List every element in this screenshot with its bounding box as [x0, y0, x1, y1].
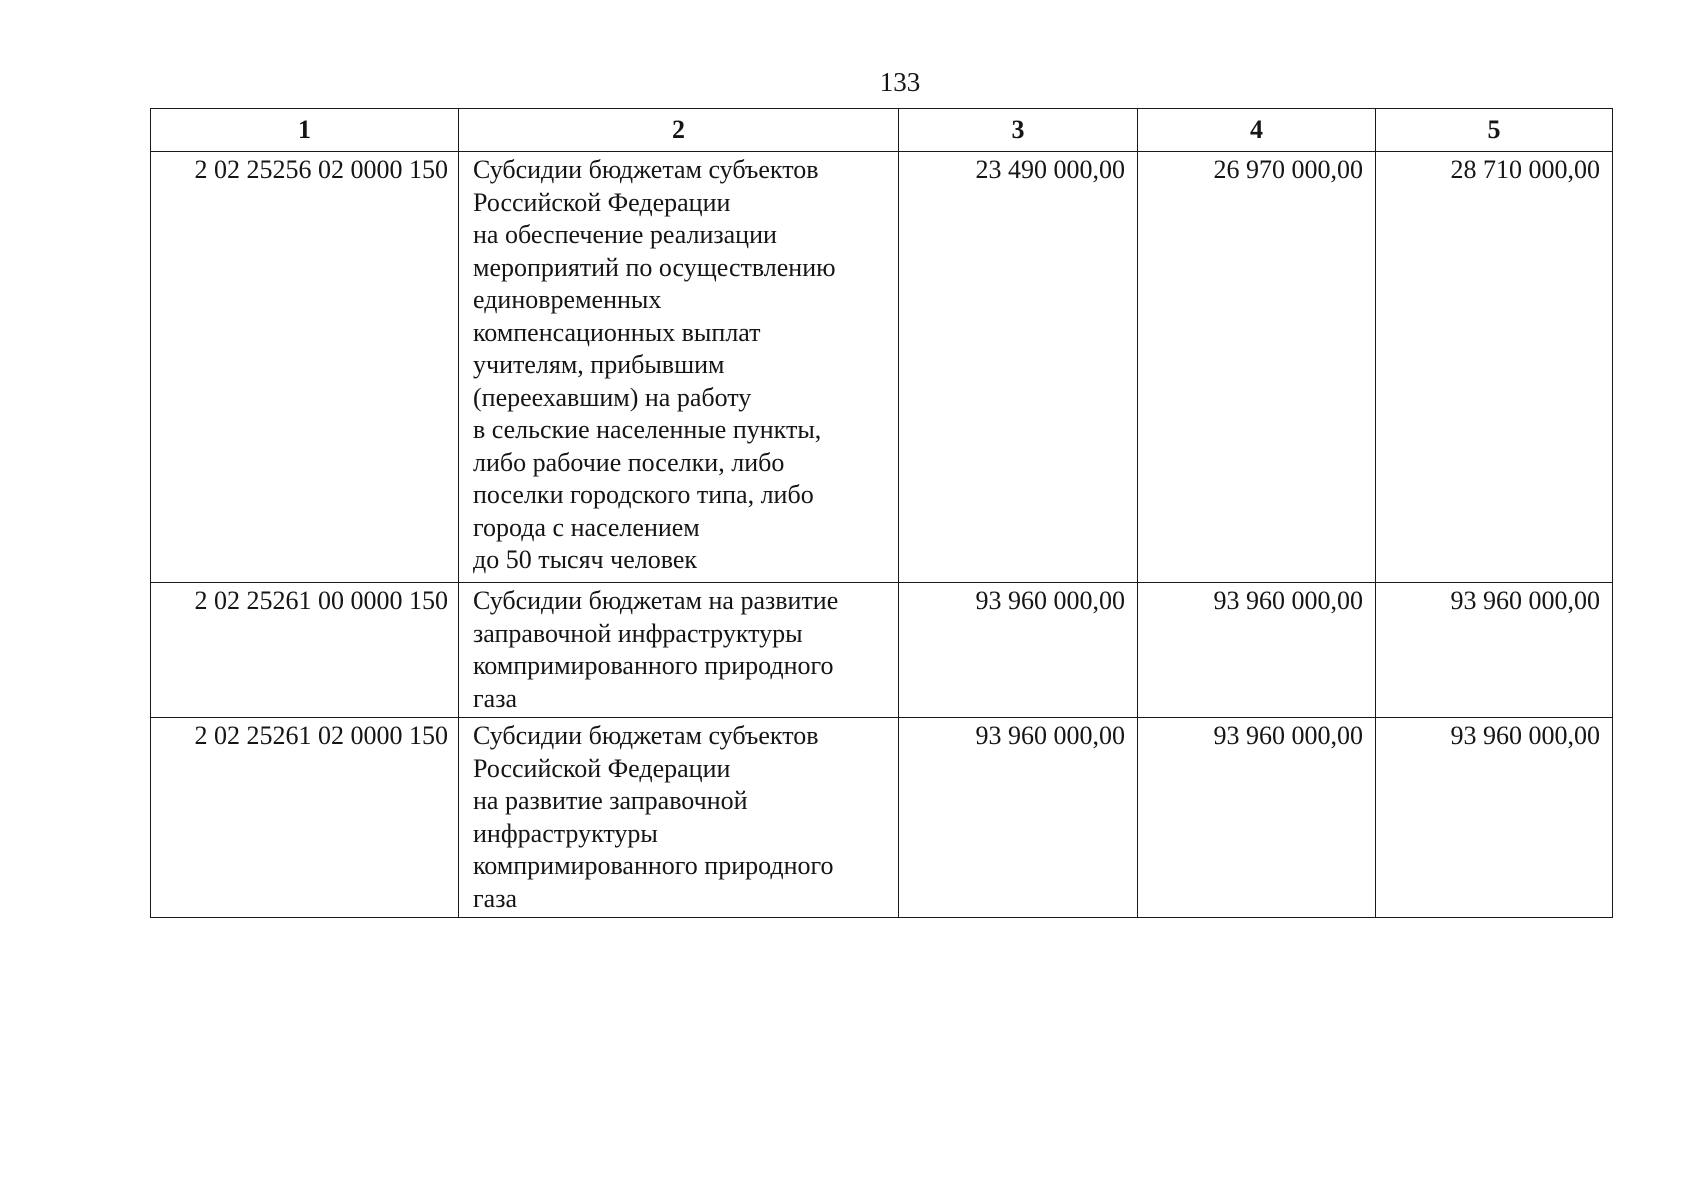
page-number: 133 [879, 67, 921, 97]
amount-col3-cell: 93 960 000,00 [899, 718, 1138, 918]
description-line: на обеспечение реализации [473, 220, 777, 249]
description-line: до 50 тысяч человек [473, 545, 698, 574]
description-line: компримированного природного [473, 851, 834, 880]
description-line: Российской Федерации [473, 187, 731, 217]
description-line: Субсидии бюджетам субъектов [473, 721, 819, 750]
description-line: города с населением [473, 512, 700, 542]
description-line: учителям, прибывшим [473, 350, 725, 379]
budget-code-cell: 2 02 25261 00 0000 150 [151, 583, 459, 718]
amount-col4-cell: 93 960 000,00 [1138, 583, 1376, 718]
description-line: компенсационных выплат [473, 317, 761, 347]
budget-table [150, 108, 1613, 918]
column-header-4: 4 [1138, 109, 1376, 152]
description-line: заправочной инфраструктуры [473, 618, 803, 648]
amount-col4-cell: 26 970 000,00 [1138, 152, 1376, 583]
amount-col3-cell: 93 960 000,00 [899, 583, 1138, 718]
description-line: Субсидии бюджетам субъектов [473, 155, 819, 184]
budget-code-cell: 2 02 25256 02 0000 150 [151, 152, 459, 583]
budget-code-cell: 2 02 25261 02 0000 150 [151, 718, 459, 918]
description-line: единовременных [473, 285, 662, 314]
amount-col5-cell: 93 960 000,00 [1376, 718, 1613, 918]
description-line: мероприятий по осуществлению [473, 252, 836, 282]
column-header-1: 1 [151, 109, 459, 152]
amount-col5-cell: 28 710 000,00 [1376, 152, 1613, 583]
description-line: Российской Федерации [473, 753, 731, 783]
column-header-5: 5 [1376, 109, 1613, 152]
description-line: инфраструктуры [473, 818, 658, 848]
column-header-3: 3 [899, 109, 1138, 152]
description-line: Субсидии бюджетам на развитие [473, 586, 839, 615]
description-line: (переехавшим) на работу [473, 382, 752, 412]
column-header-2: 2 [459, 109, 899, 152]
amount-col4-cell: 93 960 000,00 [1138, 718, 1376, 918]
description-cell [459, 152, 899, 583]
description-line: газа [473, 683, 518, 713]
description-line: газа [473, 883, 518, 913]
description-line: либо рабочие поселки, либо [473, 447, 785, 477]
description-line: в сельские населенные пункты, [473, 415, 822, 444]
description-line: компримированного природного [473, 651, 834, 680]
description-line: поселки городского типа, либо [473, 480, 814, 509]
table-row [151, 718, 1613, 918]
amount-col3-cell: 23 490 000,00 [899, 152, 1138, 583]
table-row [151, 583, 1613, 718]
description-cell [459, 583, 899, 718]
description-line: на развитие заправочной [473, 786, 748, 815]
description-cell [459, 718, 899, 918]
amount-col5-cell: 93 960 000,00 [1376, 583, 1613, 718]
table-header-row [151, 109, 1613, 152]
table-row [151, 152, 1613, 583]
